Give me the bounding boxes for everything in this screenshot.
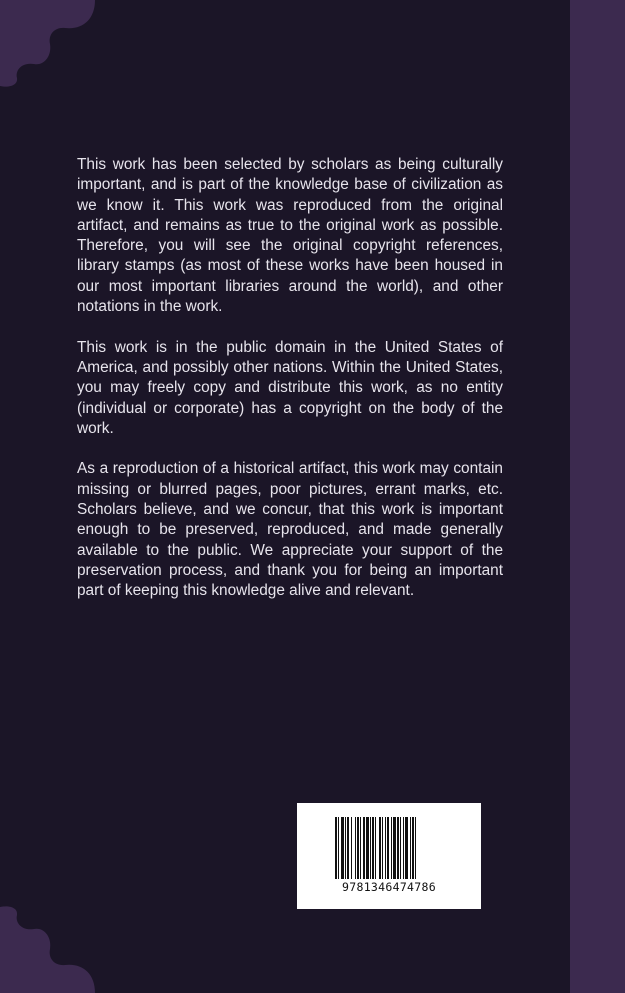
barcode-digits: 9781346474786	[342, 880, 436, 894]
barcode-bar	[393, 817, 396, 879]
paragraph-scholars: This work has been selected by scholars as being culturally important, and is part of the knowledge base of civilization as we know it. This work was reproduced from the original artifact, and remains as true to the original work as possible. Therefore, you will see the original copyright references, library stamps (as most of these works have been housed in our most important libraries around the world), and other notations in the work.	[77, 156, 503, 316]
barcode-bar	[379, 817, 381, 879]
top-corner-ornament	[0, 0, 100, 90]
barcode-bar	[405, 817, 408, 879]
barcode-bar	[372, 817, 374, 879]
barcode-bar	[338, 817, 339, 879]
barcode-bar	[415, 817, 416, 879]
barcode-bar	[355, 817, 356, 879]
barcode-bar	[412, 817, 414, 879]
isbn-barcode	[297, 803, 481, 909]
spine-band	[570, 0, 625, 993]
barcode-bar	[391, 817, 392, 879]
paragraph-public-domain: This work is in the public domain in the United States of America, and possibly other nations. Within the United States, you may freely copy and distribute this work, as no entity (individual or corporate) has a copyright on the body of the work.	[77, 338, 503, 437]
barcode-bar	[375, 817, 376, 879]
bottom-corner-ornament	[0, 903, 100, 993]
barcode-bar	[347, 817, 349, 879]
barcode-bar	[366, 817, 369, 879]
barcode-bar	[403, 817, 404, 879]
barcode-bar	[385, 817, 386, 879]
barcode-bar	[351, 817, 352, 879]
barcode-bar	[400, 817, 401, 879]
barcode-bar	[335, 817, 337, 879]
barcode-bars	[335, 817, 443, 879]
paragraph-reproduction: As a reproduction of a historical artifact, this work may contain missing or blurred pages, poor pictures, errant marks, etc. Scholars believe, and we concur, that this work is important enough to be preserved, reproduced, and made generally available to the public. We appreciate your support of the preservation process, and thank you for being an important part of keeping this knowledge alive and relevant.	[77, 460, 503, 600]
barcode-bar	[341, 817, 344, 879]
description-text	[77, 155, 503, 622]
barcode-bar	[382, 817, 383, 879]
barcode-bar	[363, 817, 365, 879]
barcode-bar	[357, 817, 359, 879]
barcode-bar	[410, 817, 411, 879]
barcode-bar	[397, 817, 399, 879]
barcode-bar	[345, 817, 346, 879]
barcode-bar	[387, 817, 389, 879]
barcode-bar	[360, 817, 361, 879]
barcode-bar	[370, 817, 371, 879]
